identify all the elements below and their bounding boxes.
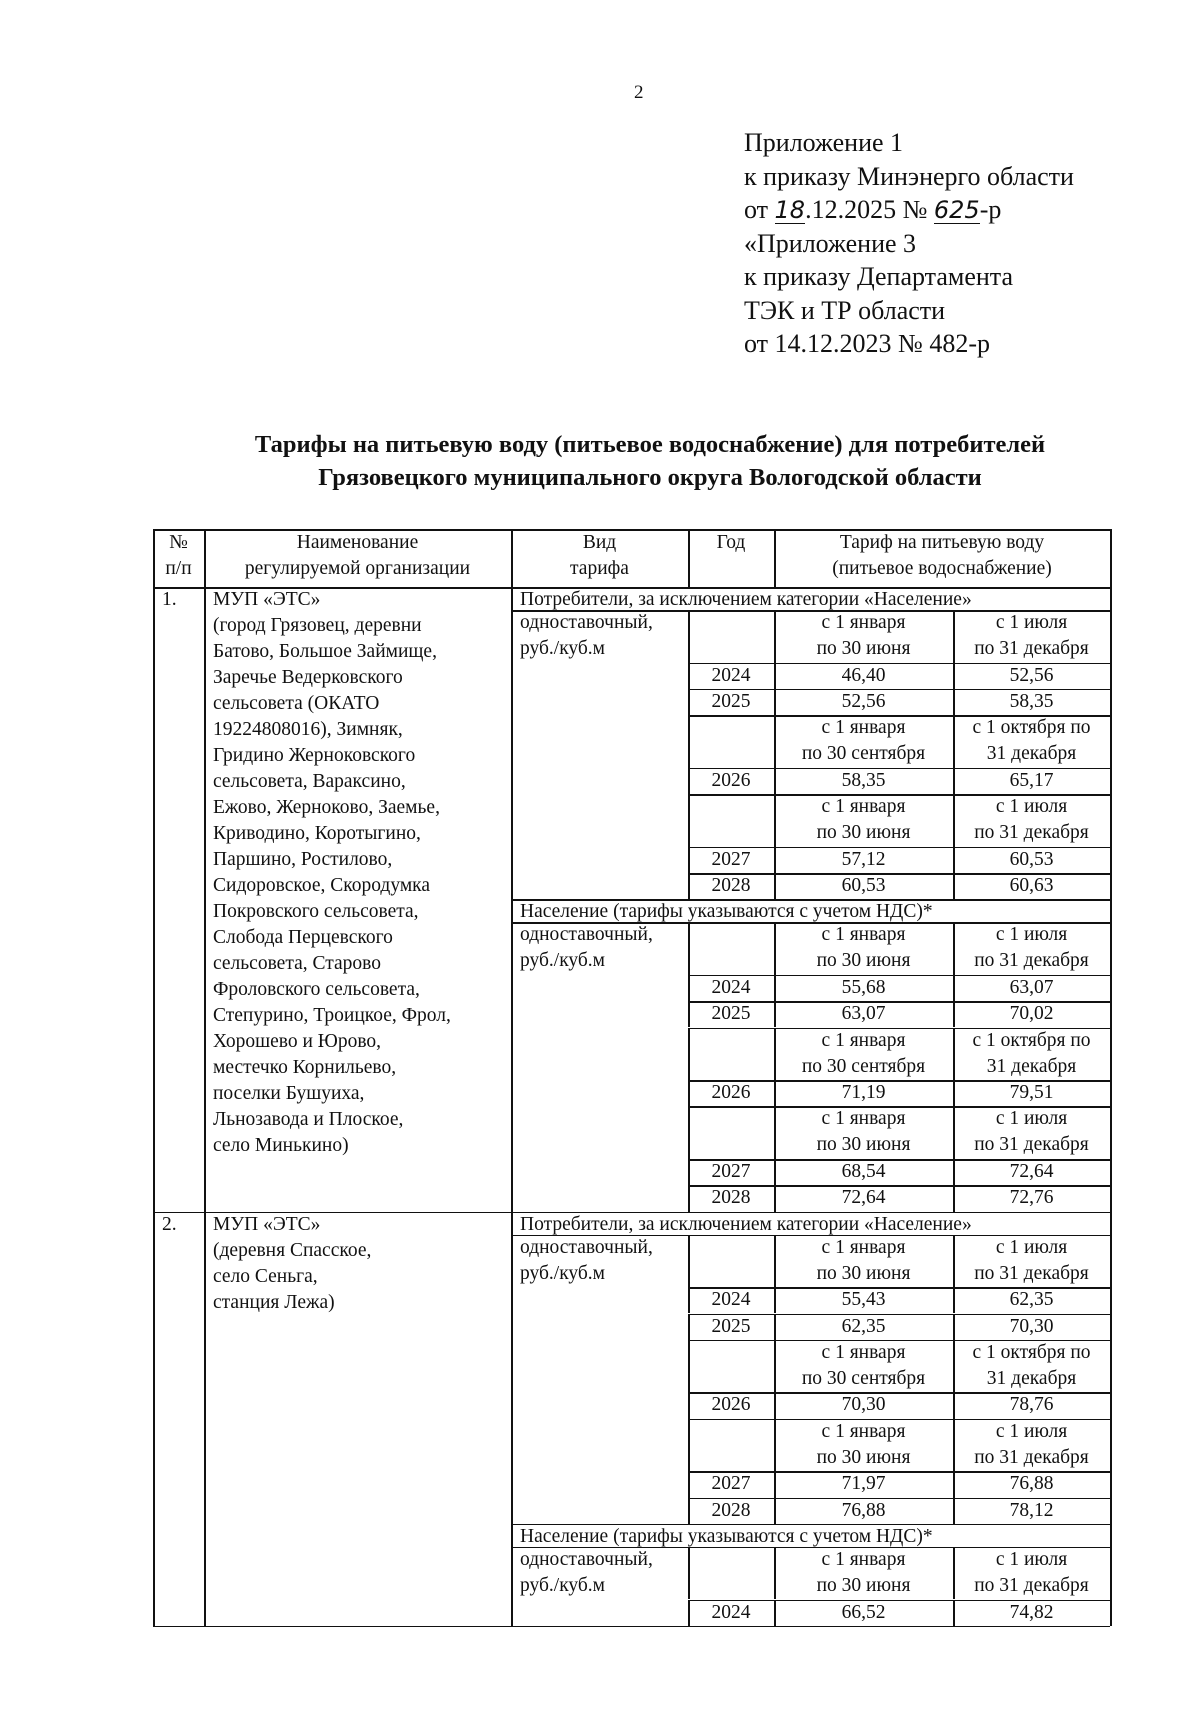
column-border <box>953 1340 955 1393</box>
column-border <box>774 794 776 847</box>
tariff-value-second-half: 70,30 <box>1009 1315 1054 1337</box>
category-row: Население (тарифы указываются с учетом НДС)* <box>520 901 933 923</box>
column-border <box>688 610 690 663</box>
column-border <box>688 794 690 847</box>
column-border <box>774 689 776 715</box>
appendix-order-date-line <box>744 193 1074 227</box>
tariff-value-first-half: 68,54 <box>841 1161 886 1182</box>
handwritten-day: 18 <box>774 196 806 224</box>
period-end-label: с 1 июля по 31 декабря <box>974 612 1089 659</box>
organization-name: МУП «ЭТС» (деревня Спасское, село Сеньга, станция Лежа) <box>213 1213 372 1313</box>
tariff-value-second-half: 74,82 <box>1009 1601 1054 1623</box>
year-cell: 2025 <box>711 1315 751 1337</box>
column-border <box>774 873 776 899</box>
category-row: Население (тарифы указываются с учетом НДС)* <box>520 1525 933 1547</box>
appendix-line-7: от 14.12.2023 № 482-р <box>744 329 990 358</box>
tariff-type-cell: одноставочный, руб./куб.м <box>520 1548 653 1596</box>
column-border <box>953 1547 955 1600</box>
table-left-border <box>153 1212 155 1626</box>
year-cell: 2026 <box>711 769 751 791</box>
tariff-table <box>153 529 1110 1628</box>
tariff-value-first-half: 63,07 <box>841 1003 886 1025</box>
header-column-border <box>204 529 206 587</box>
header-column-border <box>1110 529 1112 587</box>
year-cell: 2027 <box>711 1161 751 1182</box>
year-cell: 2026 <box>711 1082 751 1104</box>
period-start-label: с 1 января по 30 сентября <box>801 1341 926 1389</box>
period-end-label: с 1 октября по 31 декабря <box>972 1029 1091 1077</box>
tariff-value-second-half: 63,07 <box>1009 976 1054 998</box>
column-border <box>774 1001 776 1027</box>
header-tariff-type: Вид тарифа <box>570 532 629 579</box>
column-border <box>511 899 513 1211</box>
column-border <box>688 663 690 689</box>
column-border <box>953 663 955 689</box>
header-column-border <box>688 529 690 587</box>
column-border <box>953 1498 955 1524</box>
column-border <box>688 1314 690 1340</box>
column-border <box>774 663 776 689</box>
tariff-value-first-half: 55,43 <box>841 1289 886 1311</box>
header-column-border <box>153 529 155 587</box>
column-border <box>953 1001 955 1027</box>
column-border <box>953 1235 955 1288</box>
column-border <box>774 1185 776 1211</box>
column-border <box>774 1235 776 1288</box>
column-border <box>688 1547 690 1600</box>
tariff-value-second-half: 72,76 <box>1009 1187 1054 1209</box>
period-start-label: с 1 января по 30 июня <box>816 1108 911 1156</box>
column-border <box>688 1340 690 1393</box>
column-border <box>953 873 955 899</box>
column-border <box>953 1392 955 1418</box>
appendix-line-1: Приложение 1 <box>744 128 904 157</box>
handwritten-order-number: 625 <box>933 196 980 224</box>
header-year: Год <box>716 532 746 553</box>
column-border <box>774 610 776 663</box>
column-border <box>688 1287 690 1313</box>
year-cell: 2028 <box>711 1499 751 1521</box>
tariff-value-second-half: 70,02 <box>1009 1003 1054 1025</box>
column-border <box>774 1547 776 1600</box>
tariff-type-cell: одноставочный, руб./куб.м <box>520 1236 653 1284</box>
column-border <box>511 587 513 899</box>
column-border <box>688 1159 690 1185</box>
column-border <box>774 1314 776 1340</box>
tariff-value-second-half: 62,35 <box>1009 1289 1054 1311</box>
tariff-value-first-half: 57,12 <box>841 848 886 870</box>
tariff-value-second-half: 65,17 <box>1009 769 1054 791</box>
column-border <box>953 689 955 715</box>
year-cell: 2024 <box>711 976 751 998</box>
appendix-line-4: «Приложение 3 <box>744 228 917 258</box>
column-border <box>774 768 776 794</box>
column-border <box>774 1471 776 1497</box>
period-end-label: с 1 июля по 31 декабря <box>974 1108 1089 1156</box>
year-cell: 2027 <box>711 848 751 870</box>
column-border <box>953 1287 955 1313</box>
column-border <box>953 1471 955 1497</box>
column-border <box>688 1080 690 1106</box>
column-border <box>953 1314 955 1340</box>
header-org-name: Наименование регулируемой организации <box>244 532 471 579</box>
table-left-border <box>153 587 155 1212</box>
column-border <box>688 1001 690 1027</box>
column-border <box>953 794 955 847</box>
column-border <box>688 1185 690 1211</box>
appendix-line-2: к приказу Минэнерго области <box>744 161 1074 191</box>
column-border <box>953 1106 955 1159</box>
column-border <box>953 922 955 975</box>
year-cell: 2024 <box>711 1601 751 1623</box>
tariff-value-second-half: 76,88 <box>1009 1473 1054 1495</box>
column-border <box>774 1392 776 1418</box>
column-border <box>953 610 955 663</box>
column-border <box>688 922 690 975</box>
tariff-value-first-half: 72,64 <box>841 1187 886 1209</box>
tariff-value-first-half: 70,30 <box>841 1394 886 1416</box>
period-end-label: с 1 июля по 31 декабря <box>974 1236 1089 1284</box>
period-start-label: с 1 января по 30 сентября <box>801 717 926 765</box>
column-border <box>774 847 776 873</box>
document-title <box>170 428 1130 494</box>
header-column-border <box>511 529 513 587</box>
table-top-border <box>153 529 1110 531</box>
column-border <box>688 1600 690 1626</box>
tariff-value-first-half: 66,52 <box>841 1601 886 1623</box>
year-cell: 2024 <box>711 1289 751 1311</box>
column-border <box>688 768 690 794</box>
year-cell: 2026 <box>711 1394 751 1416</box>
period-end-label: с 1 июля по 31 декабря <box>974 1548 1089 1596</box>
period-start-label: с 1 января по 30 июня <box>816 612 911 659</box>
tariff-value-second-half: 52,56 <box>1009 664 1054 686</box>
column-border <box>688 1028 690 1081</box>
column-border <box>511 1524 513 1626</box>
period-start-label: с 1 января по 30 июня <box>816 1420 911 1468</box>
tariff-value-first-half: 52,56 <box>841 690 886 712</box>
year-cell: 2024 <box>711 664 751 686</box>
title-line-1: Тарифы на питьевую воду (питьевое водоснабжение) для потребителей <box>254 431 1046 458</box>
column-border <box>774 1340 776 1393</box>
column-border <box>953 975 955 1001</box>
column-border <box>774 1080 776 1106</box>
header-column-border <box>774 529 776 587</box>
tariff-type-cell: одноставочный, руб./куб.м <box>520 612 653 659</box>
header-num: № п/п <box>165 532 192 579</box>
entry-bottom-border <box>153 1626 1110 1628</box>
order-date-prefix: от <box>744 195 769 224</box>
period-end-label: с 1 октября по 31 декабря <box>972 1341 1091 1389</box>
column-border <box>774 922 776 975</box>
tariff-value-first-half: 55,68 <box>841 976 886 998</box>
column-border <box>774 1419 776 1472</box>
table-right-border <box>1110 587 1112 1212</box>
year-cell: 2025 <box>711 690 751 712</box>
tariff-value-second-half: 72,64 <box>1009 1161 1054 1182</box>
period-start-label: с 1 января по 30 июня <box>816 1548 911 1596</box>
tariff-value-second-half: 79,51 <box>1009 1082 1054 1104</box>
column-border <box>953 847 955 873</box>
period-start-label: с 1 января по 30 июня <box>816 796 911 844</box>
column-border <box>688 715 690 768</box>
period-start-label: с 1 января по 30 июня <box>816 1236 911 1284</box>
column-border <box>774 1600 776 1626</box>
period-start-label: с 1 января по 30 июня <box>816 924 911 972</box>
period-end-label: с 1 октября по 31 декабря <box>972 717 1091 765</box>
column-border <box>688 689 690 715</box>
order-number-suffix: -р <box>979 195 1002 224</box>
appendix-header <box>744 126 1074 361</box>
column-border <box>774 1498 776 1524</box>
column-border <box>774 1287 776 1313</box>
tariff-value-second-half: 58,35 <box>1009 690 1054 712</box>
tariff-value-second-half: 60,63 <box>1009 875 1054 896</box>
year-cell: 2028 <box>711 875 751 896</box>
year-cell: 2025 <box>711 1003 751 1025</box>
column-border <box>953 1600 955 1626</box>
column-border <box>688 975 690 1001</box>
tariff-value-first-half: 76,88 <box>841 1499 886 1521</box>
category-row: Потребители, за исключением категории «Население» <box>520 1213 972 1235</box>
column-border <box>953 1080 955 1106</box>
order-date-rest: .12.2025 № <box>805 195 928 224</box>
column-border <box>511 1212 513 1524</box>
column-border <box>953 1159 955 1185</box>
column-border <box>774 975 776 1001</box>
tariff-value-first-half: 71,19 <box>841 1082 886 1104</box>
column-border <box>953 768 955 794</box>
year-cell: 2028 <box>711 1187 751 1209</box>
period-start-label: с 1 января по 30 сентября <box>801 1029 926 1077</box>
appendix-line-5: к приказу Департамента <box>744 262 1014 291</box>
column-border <box>688 1419 690 1472</box>
header-tariff: Тариф на питьевую воду (питьевое водоснабжение) <box>832 532 1052 579</box>
tariff-value-first-half: 46,40 <box>841 664 886 686</box>
tariff-value-first-half: 60,53 <box>841 875 886 896</box>
column-border <box>688 1498 690 1524</box>
tariff-value-first-half: 58,35 <box>841 769 886 791</box>
column-border <box>774 1159 776 1185</box>
entry-number: 2. <box>162 1213 177 1235</box>
category-row: Потребители, за исключением категории «Население» <box>520 589 972 610</box>
organization-name: МУП «ЭТС» (город Грязовец, деревни Батово, Большое Займище, Заречье Ведерковского сельсовета (ОКАТО 19224808016), Зимняк, Гридино Жерноковского сельсовета, Вараксино, Ежово, Жерноково, Заемье, Криводино, Коротыгино, Паршино, Ростилово, Сидоровское, Скородумка Покровского сельсовета, Слобода Перцевского сельсовета, Старово Фроловского сельсовета, Степурино, Троицкое, Фрол, Хорошево и Юрово, местечко Корнильево, поселки Бушуиха, Льнозавода и Плоское, село Минькино) <box>213 589 451 1156</box>
column-border <box>774 1028 776 1081</box>
year-cell: 2027 <box>711 1473 751 1495</box>
tariff-value-second-half: 60,53 <box>1009 848 1054 870</box>
entry-number: 1. <box>162 589 177 610</box>
column-border <box>688 1471 690 1497</box>
tariff-value-second-half: 78,12 <box>1009 1499 1054 1521</box>
column-border <box>204 1212 206 1626</box>
table-right-border <box>1110 1212 1112 1626</box>
title-line-2: Грязовецкого муниципального округа Вологодской области <box>318 464 982 491</box>
period-end-label: с 1 июля по 31 декабря <box>974 796 1089 844</box>
column-border <box>953 1185 955 1211</box>
period-end-label: с 1 июля по 31 декабря <box>974 924 1089 972</box>
appendix-line-6: ТЭК и ТР области <box>744 295 946 325</box>
tariff-type-cell: одноставочный, руб./куб.м <box>520 924 653 972</box>
tariff-value-first-half: 71,97 <box>841 1473 886 1495</box>
column-border <box>688 847 690 873</box>
column-border <box>953 1419 955 1472</box>
period-end-label: с 1 июля по 31 декабря <box>974 1420 1089 1468</box>
column-border <box>688 1106 690 1159</box>
column-border <box>688 873 690 899</box>
column-border <box>953 1028 955 1081</box>
column-border <box>688 1235 690 1288</box>
column-border <box>774 715 776 768</box>
column-border <box>688 1392 690 1418</box>
column-border <box>774 1106 776 1159</box>
tariff-value-second-half: 78,76 <box>1009 1394 1054 1416</box>
tariff-value-first-half: 62,35 <box>841 1315 886 1337</box>
column-border <box>204 587 206 1212</box>
column-border <box>953 715 955 768</box>
page-number: 2 <box>634 82 644 103</box>
